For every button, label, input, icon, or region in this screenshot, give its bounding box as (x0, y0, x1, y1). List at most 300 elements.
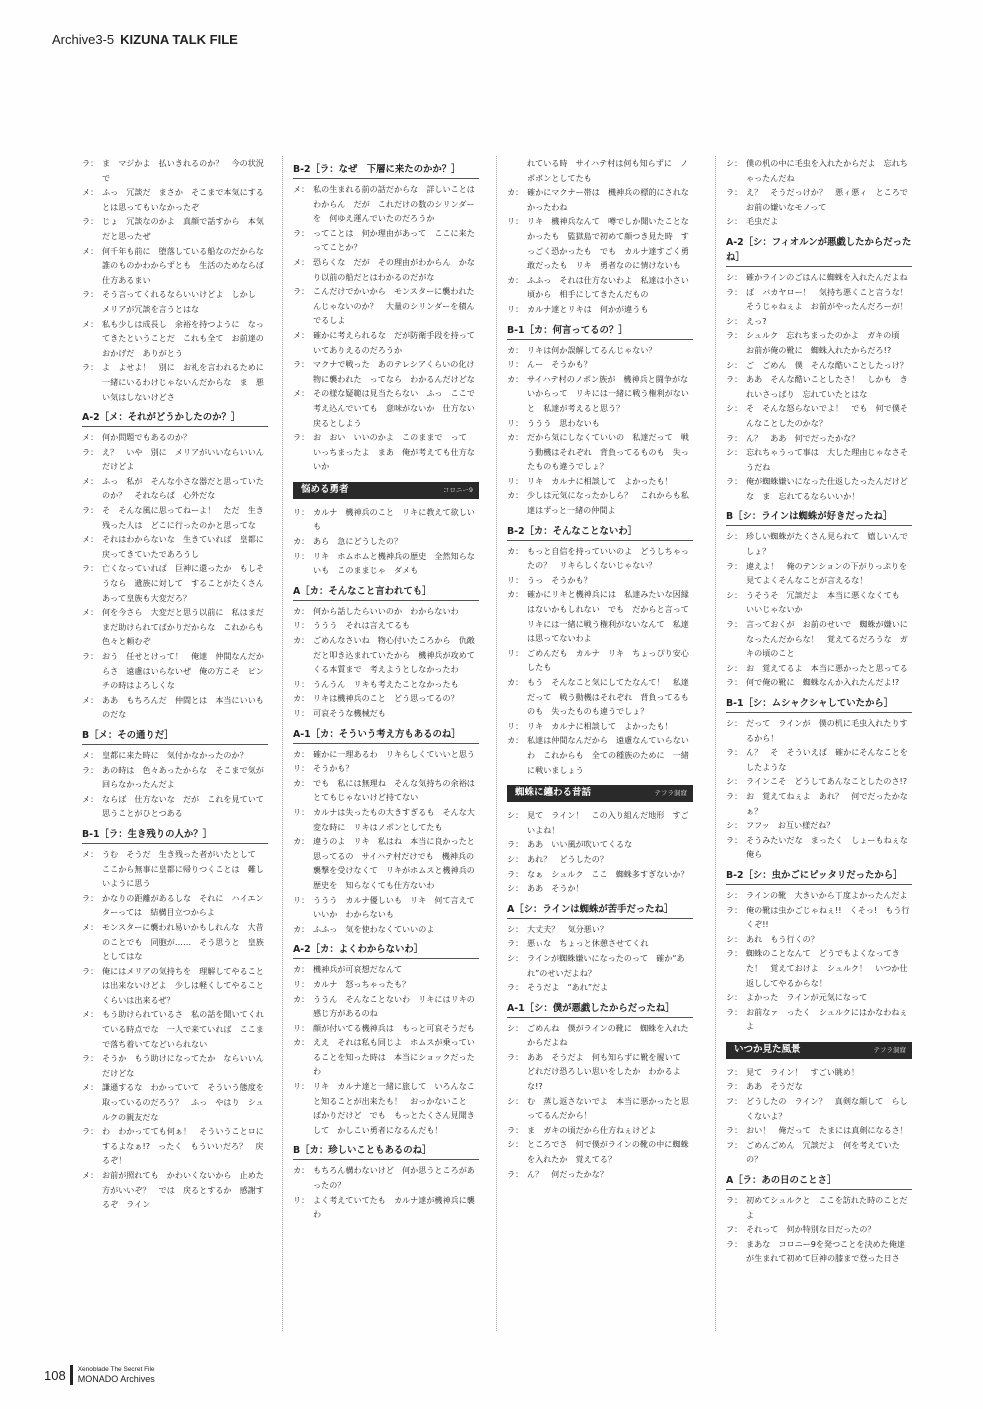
dialogue-text: マクナで戦った あのテレシアくらいの化け物に襲われた ってなら わかるんだけどな (313, 359, 475, 384)
dialogue-text: 僕の机の中に毛虫を入れたからだよ 忘れちゃったんだね (746, 158, 908, 183)
footer-book-subtitle: MONADO Archives (77, 1374, 155, 1384)
dialogue-line (82, 1168, 268, 1212)
speaker-tag: メ： (82, 921, 99, 932)
dialogue-text: サイハテ村のノポン族が 機神兵と闘争がないからって リキには一緒に戦う権利がないと 私達が考えると思う？ (527, 373, 689, 413)
speaker-tag: ラ： (726, 560, 743, 571)
speaker-tag: リ： (507, 359, 524, 370)
dialogue-text: 亡くなっていれば 巨神に還ったか もしそうなら 遺族に対して することがたくさんあって皇族も大変だろ？ (102, 563, 264, 603)
speaker-tag: カ： (293, 605, 310, 616)
speaker-tag: カ： (507, 187, 524, 198)
dialogue-text: カルナ 機神兵のこと リキに教えて欲しいも (313, 506, 475, 532)
dialogue-text: ふふっ 気を使わなくていいのよ (313, 923, 435, 934)
dialogue-text: ああ そうだな (746, 1081, 803, 1092)
dialogue-line (82, 763, 268, 792)
talk-title: いつか見た風景 (734, 1044, 801, 1056)
dialogue-text: 何から話したらいいのか わからないわ (313, 605, 459, 616)
speaker-tag: ラ： (82, 965, 99, 976)
speaker-tag: カ： (293, 993, 310, 1004)
dialogue-line (293, 534, 479, 549)
dialogue-text: ううう カルナ優しいも リキ 何て言えていいか わからないも (313, 894, 475, 920)
dialogue-line (293, 922, 479, 937)
dialogue-text: ええ それは私も同じよ ホムスが乗っていることを知った時は 本当にショックだったわ (313, 1037, 475, 1077)
dialogue-line (293, 677, 479, 692)
speaker-tag: ラ： (726, 904, 743, 915)
dialogue-text: ふふっ それは仕方ないわよ 私達は小さい頃から 相手にしてきたんだもの (527, 274, 689, 300)
dialogue-line (726, 529, 912, 558)
speaker-tag: ラ： (726, 619, 743, 630)
speaker-tag: ラ： (82, 764, 99, 775)
choice-heading: A［カ：そんなこと言われても］ (293, 584, 479, 601)
footer-bar (70, 1365, 73, 1385)
dialogue-text: 何を今さら 大変だと思う以前に 私はまだまだ助けられてばかりだからな これからも 色々と頼むぞ (102, 607, 272, 647)
speaker-tag: シ： (726, 820, 743, 831)
speaker-tag: シ： (507, 952, 524, 963)
speaker-tag: リ： (293, 550, 310, 561)
dialogue-line (726, 789, 912, 818)
dialogue-line (726, 328, 912, 357)
dialogue-text: ふっ 冗談だ まさか そこまで本気にするとは思ってもいなかったぞ (102, 187, 264, 212)
speaker-tag: カ： (293, 1165, 310, 1176)
speaker-tag: カ： (293, 635, 310, 646)
dialogue-line (293, 834, 479, 892)
speaker-tag: カ： (507, 735, 524, 746)
speaker-tag: ラ： (507, 839, 524, 850)
dialogue-line (82, 748, 268, 763)
speaker-tag: リ： (293, 678, 310, 689)
speaker-tag: ラ： (82, 563, 99, 574)
dialogue-line (293, 182, 479, 226)
dialogue-text: 確かにマクナー帯は 機神兵の標的にされなかったわね (527, 187, 689, 212)
dialogue-text: ああ もちろんだ 仲間とは 本当にいいものだな (102, 694, 264, 720)
speaker-tag: ラ： (507, 1168, 524, 1179)
dialogue-text: あの時は 色々あったからな そこまで気が回らなかったんだよ (102, 764, 264, 790)
talk-title-bar (726, 1042, 912, 1059)
dialogue-line (293, 761, 479, 776)
dialogue-text: そうみたいだな まったく しょーもねぇな 俺ら (746, 834, 916, 860)
header-title: KIZUNA TALK FILE (120, 32, 238, 47)
dialogue-line (293, 633, 479, 677)
choice-heading: A［シ：ラインは蜘蛛が苦手だったね］ (507, 902, 693, 919)
dialogue-text: そ そんな怒らないでよ！ でも 何で僕そんなことしたのかな？ (746, 403, 908, 428)
talk-location: コロニー9 (442, 486, 473, 495)
speaker-tag: シ： (726, 992, 743, 1003)
speaker-tag: シ： (507, 810, 524, 821)
speaker-tag: ラ： (726, 677, 743, 688)
speaker-tag: リ： (293, 506, 310, 517)
dialogue-line (82, 532, 268, 561)
choice-heading: B-1［カ：何言ってるの？］ (507, 323, 693, 340)
talk-location: テフラ洞窟 (654, 789, 687, 798)
dialogue-text: ああ いい風が吹いてくるな (527, 839, 633, 850)
dialogue-line (507, 867, 693, 882)
dialogue-text: どうしたの ライン？ 真剣な顔して らしくないよ？ (746, 1096, 908, 1121)
dialogue-text: 謙遜するな わかっていて そういう態度を取っているのだろう？ ふっ やはり シュルクの親友だな (102, 1082, 264, 1122)
dialogue-line (293, 618, 479, 633)
speaker-tag: メ： (82, 1082, 99, 1093)
speaker-tag: シ： (726, 776, 743, 787)
speaker-tag: メ： (82, 694, 99, 705)
dialogue-text: じょ 冗談なのかよ 真顔で話すから 本気だと思ったぜ (102, 216, 264, 241)
speaker-tag: メ： (82, 607, 99, 618)
dialogue-text: その様な疑範は見当たらない ふっ ここで考え込んでいても 意味がないか 仕方ない 戻るとしよう (313, 388, 483, 428)
dialogue-line (726, 1065, 912, 1080)
speaker-tag: ラ： (82, 289, 99, 300)
speaker-tag: ラ： (507, 982, 524, 993)
dialogue-text: もっと自信を持っていいのよ どうしちゃったの？ リキらしくないじゃない？ (527, 545, 689, 571)
dialogue-line (507, 357, 693, 372)
dialogue-text: リキ ホムホムと機神兵の歴史 全然知らないも このままじゃ ダメも (313, 550, 475, 576)
dialogue-line (726, 818, 912, 833)
dialogue-line (726, 1079, 912, 1094)
speaker-tag: ラ： (82, 651, 99, 661)
dialogue-text: 毛虫だよ (746, 216, 779, 227)
dialogue-line (507, 1137, 693, 1166)
speaker-tag: メ： (293, 256, 310, 267)
dialogue-line (507, 719, 693, 734)
dialogue-text: そうか もう助けになってたか ならいいんだけどな (102, 1053, 264, 1078)
dialogue-text: うむ そうだ 生き残った者がいたとして ここから無事に皇都に帰りつくことは 難しいように思う (102, 848, 264, 889)
speaker-tag: ラ： (726, 790, 743, 801)
dialogue-line (507, 302, 693, 317)
dialogue-text: モンスターに襲われ易いかもしれんな 大昔のことでも 同胞が…… そう思うと 皇族としてはな (102, 921, 264, 962)
dialogue-text: おう 任せとけって！ 俺達 仲間なんだからさ 遠慮はいらないぜ 俺の方こそ ピンチの時はよろしくな (102, 651, 264, 691)
speaker-tag: ラ： (726, 286, 743, 297)
dialogue-line (293, 255, 479, 284)
archive-label: Archive3-5 (52, 32, 115, 47)
dialogue-text: リキは機神兵のこと どう思ってるの？ (313, 693, 459, 704)
dialogue-line (293, 505, 479, 534)
dialogue-text: よかった ラインが元気になって (746, 992, 868, 1003)
talk-title: 蜘蛛に纏わる昔話 (515, 787, 592, 799)
dialogue-line (507, 372, 693, 416)
speaker-tag: ラ： (507, 1051, 524, 1062)
speaker-tag: シ： (726, 718, 743, 728)
dialogue-line (293, 357, 479, 386)
speaker-tag: ラ： (82, 892, 99, 903)
choice-heading: B［カ：珍しいこともあるのね］ (293, 1143, 479, 1160)
dialogue-text: お前が照れても かわいくないから 止めた方がいいぞ？ では 戻るとするか 感謝するぞ ライン (102, 1170, 264, 1210)
speaker-tag: リ： (293, 806, 310, 817)
dialogue-text: 俺にはメリアの気持ちを 理解してやることは出来ないけどよ 少しは軽くしてやることくらいは出来るぜ？ (102, 965, 264, 1005)
speaker-tag: シ： (726, 933, 743, 944)
talk-title-bar (293, 482, 479, 499)
choice-heading: B-2［ラ：なぜ 下層に来たのかか？］ (293, 162, 479, 179)
speaker-tag: メ： (82, 848, 99, 859)
dialogue-line (726, 214, 912, 229)
speaker-tag: ラ： (726, 1006, 743, 1017)
speaker-tag: カ： (293, 1037, 310, 1048)
dialogue-text: カルナは失ったもの大きすぎるも そんな大変な時に リキはノポンとしてたも (313, 806, 475, 832)
dialogue-text: ま ガキの頃だから仕方ねぇけどよ (527, 1124, 657, 1135)
column-divider (496, 156, 497, 1331)
dialogue-line (82, 445, 268, 474)
choice-heading: B［メ：その通りだ］ (82, 728, 268, 745)
dialogue-text: 忘れちゃうって事は 大した理由じゃなさそうだね (746, 447, 908, 472)
speaker-tag: リ： (507, 303, 524, 314)
dialogue-text: 確かに考えられるな だが防衛手段を持っていてありえるのだろうか (313, 329, 475, 355)
dialogue-text: ん？ ああ 何でだったかな？ (746, 432, 860, 443)
dialogue-text: えっ? (746, 315, 767, 326)
dialogue-line (726, 903, 912, 932)
talk-location: テフラ洞窟 (873, 1046, 906, 1055)
choice-heading: A-1［カ：そういう考え方もあるのね］ (293, 727, 479, 744)
dialogue-text: 皇都に来た時に 気付かなかったのか？ (102, 749, 248, 760)
speaker-tag: ラ： (293, 286, 310, 297)
dialogue-text: ん？ 何だったかな？ (527, 1168, 608, 1179)
dialogue-line (293, 604, 479, 619)
speaker-tag: ラ： (82, 362, 99, 373)
column-1 (82, 156, 272, 1212)
dialogue-line (726, 1094, 912, 1123)
column-4 (726, 156, 916, 1266)
talk-title: 悩める勇者 (301, 484, 349, 496)
dialogue-line (293, 1035, 479, 1079)
dialogue-line (726, 1222, 912, 1237)
speaker-tag: カ： (507, 545, 524, 556)
dialogue-text: だって ラインが 僕の机に毛虫入れたりするから！ (746, 718, 908, 743)
dialogue-line (293, 226, 479, 255)
dialogue-line (82, 185, 268, 214)
dialogue-text: んー そうかも？ (527, 359, 592, 370)
dialogue-text: ごめんなさいね 物心付いたころから 仇敵だと叩き込まれていたから 機神兵が攻めてくる本質まで 考えようとしなかったわ (313, 635, 475, 675)
choice-heading: B-1［ラ：生き残りの人か？］ (82, 827, 268, 844)
dialogue-text: よ よせよ！ 別に お礼を言われるために 一緒にいるわけじゃないんだからな ま 悪い気はしないけどさ (102, 362, 272, 402)
speaker-tag: カ： (293, 836, 310, 847)
dialogue-line (507, 936, 693, 951)
dialogue-line (82, 1080, 268, 1124)
dialogue-text: 違えよ！ 俺のテンションの下がりっぷりを見てよくそんなことが言えるな！ (746, 560, 908, 586)
dialogue-line (507, 852, 693, 867)
column-divider (715, 156, 716, 1331)
speaker-tag: メ： (82, 749, 99, 760)
dialogue-text: 何千年も前に 堕落している船なのだからな 誰のものかわからずとも 生活のためならば仕方あるまい (102, 245, 272, 285)
dialogue-text: 私も少しは成長し 余裕を持つように なってきたということだ これも全て お前達のおかげだ ありがとう (102, 318, 264, 358)
choice-heading: A-1［シ：僕が悪戯したからだったね］ (507, 1001, 693, 1018)
speaker-tag: リ： (507, 475, 524, 486)
dialogue-line (293, 893, 479, 922)
dialogue-line (726, 661, 912, 676)
dialogue-text: もちろん構わないけど 何か思うところがあったの？ (313, 1165, 475, 1191)
dialogue-text: ああ そうだよ 何も知らずに靴を履いて どれだけ恐ろしい思いをしたか わかるよな!? (527, 1051, 689, 1092)
speaker-tag: ラ： (726, 432, 743, 443)
dialogue-line (293, 284, 479, 328)
dialogue-line (726, 946, 912, 990)
dialogue-line (507, 573, 693, 588)
dialogue-text: ごめんね 僕がラインの靴に 蜘蛛を入れたからだよね (527, 1022, 689, 1048)
dialogue-text: そ そんな風に思ってねーよ！ ただ 生き残った人は どこに行ったのかと思ってな (102, 505, 264, 530)
dialogue-line (726, 156, 912, 185)
speaker-tag: ラ： (82, 158, 99, 168)
dialogue-text: 俺の靴は虫かごじゃねぇ!! くそっ! もう行くぞ!! (746, 904, 910, 930)
speaker-tag: フ： (726, 1066, 743, 1077)
dialogue-line (507, 474, 693, 489)
speaker-tag: カ： (293, 777, 310, 788)
dialogue-text: もう助けられているさ 私の話を聞いてくれている時点でな 一人で来ていれば ここまで落ち着いてなどいられない (102, 1009, 264, 1049)
dialogue-line (293, 962, 479, 977)
speaker-tag: シ： (726, 447, 743, 458)
choice-heading: A-2［シ：フィオルンが悪戯したからだったね］ (726, 235, 912, 267)
dialogue-text: ラインこそ どうしてあんなことしたのさ!? (746, 776, 908, 787)
speaker-tag: リ： (507, 216, 524, 227)
dialogue-line (507, 273, 693, 302)
dialogue-text: 蜘蛛のことなんて どうでもよくなってきた！ 覚えておけよ シュルク！ いつか仕返ししてやるからな！ (746, 948, 908, 988)
dialogue-text: む 蒸し返さないでよ 本当に悪かったと思ってるんだから！ (527, 1095, 689, 1121)
dialogue-line (82, 1051, 268, 1080)
dialogue-line (293, 1079, 479, 1137)
dialogue-line (726, 745, 912, 774)
speaker-tag: メ： (82, 245, 99, 256)
dialogue-line (726, 445, 912, 474)
speaker-tag: カ： (293, 693, 310, 704)
column-divider (282, 156, 283, 1331)
speaker-tag: メ： (82, 187, 99, 198)
speaker-tag: ラ： (82, 216, 99, 227)
dialogue-text: ってことは 何か理由があって ここに来たってことか？ (313, 227, 475, 253)
dialogue-line (507, 881, 693, 896)
speaker-tag: シ： (726, 271, 743, 282)
dialogue-text: カルナ 怒っちゃったも？ (313, 978, 411, 989)
dialogue-line (507, 343, 693, 358)
dialogue-line (726, 833, 916, 862)
footer-book-title: Xenoblade The Secret File (77, 1366, 155, 1373)
dialogue-line (507, 488, 693, 517)
speaker-tag: メ： (293, 329, 310, 340)
dialogue-line (82, 503, 268, 532)
choice-heading: A-2［カ：よくわからないわ］ (293, 942, 479, 959)
dialogue-line (507, 733, 693, 777)
dialogue-text: もう そんなこと気にしてたなんて！ 私達だって 戦う動機はそれぞれ 背負ってるものも 失ったものも違うでしょ？ (527, 677, 689, 717)
dialogue-text: れている時 サイハテ村は何も知らずに ノポボンとしてたも (527, 158, 689, 183)
dialogue-text: リキ カルナに相談して よかったも！ (527, 475, 673, 486)
speaker-tag: メ： (82, 793, 99, 804)
speaker-tag: ラ： (726, 1195, 743, 1206)
speaker-tag: ラ： (726, 330, 743, 341)
dialogue-text: わ わかってても何ぁ！ そういうことロにするよなぁ!? ったく もういいだろ？ 戻るぞ！ (102, 1126, 264, 1166)
dialogue-line (726, 1193, 912, 1222)
dialogue-text: 可哀そうな機械だも (313, 708, 386, 718)
speaker-tag: シ： (726, 589, 743, 600)
dialogue-text: ごめんごめん 冗談だよ 何を考えていたの？ (746, 1139, 900, 1165)
dialogue-text: 確かにリキと機神兵には 私達みたいな因縁はないかもしれない でも だからと言って リキには一緒に戦う権利がないなんて 私達は思ってないわよ (527, 589, 697, 644)
dialogue-text: 恐らくな だが その理由がわからん かなり以前の船だとはわかるのだがな (313, 256, 475, 282)
speaker-tag: ラ： (726, 374, 743, 385)
dialogue-line (726, 559, 912, 588)
speaker-tag: ラ： (726, 187, 743, 198)
dialogue-text: ううう 思わないも (527, 417, 600, 428)
dialogue-text: シュルク 忘れちまったのかよ ガキの頃 お前が俺の靴に 蜘蛛入れたからだろ!? (746, 330, 908, 355)
dialogue-line (82, 287, 268, 316)
dialogue-text: 珍しい蜘蛛がたくさん見られて 嬉しいんでしょ？ (746, 531, 908, 557)
dialogue-line (726, 716, 912, 745)
speaker-tag: メ： (82, 1009, 99, 1020)
dialogue-line (293, 1163, 479, 1192)
dialogue-text: リキは何か誤解してるんじゃない？ (527, 344, 657, 355)
speaker-tag: カ： (507, 274, 524, 285)
speaker-tag: カ： (507, 490, 524, 501)
dialogue-line (726, 675, 912, 690)
dialogue-line (507, 430, 693, 474)
dialogue-line (726, 270, 912, 285)
dialogue-text: そう言ってくれるならいいけどよ しかし メリアが冗談を言うとはな (102, 289, 264, 314)
dialogue-line (507, 1094, 693, 1123)
speaker-tag: ラ： (293, 432, 310, 443)
dialogue-text: リキ カルナ達と一緒に旅して いろんなこと知ることが出来たも！ おっかないこと ばかりだけど でも もっとたくさん見聞きして かしこい勇者になるんだも！ (313, 1081, 475, 1135)
dialogue-line (726, 888, 912, 903)
dialogue-line (726, 932, 912, 947)
dialogue-line (82, 693, 268, 722)
speaker-tag: ラ： (82, 1126, 99, 1137)
dialogue-line (726, 774, 912, 789)
dialogue-text: リキ カルナに相談して よかったも！ (527, 720, 673, 731)
dialogue-line (507, 646, 693, 675)
column-3 (507, 156, 697, 1181)
dialogue-line (507, 922, 693, 937)
dialogue-text: え？ そうだっけか？ 悪ィ悪ィ ところで お前の嫌いなモノって (746, 187, 916, 212)
dialogue-text: 言っておくが お前のせいで 蜘蛛が嫌いになったんだからな！ 覚えてるだろうな ガキの頃のこと (746, 619, 908, 659)
dialogue-line (726, 617, 912, 661)
speaker-tag: ラ： (293, 227, 310, 238)
dialogue-line (293, 992, 483, 1021)
speaker-tag: シ： (726, 216, 743, 227)
dialogue-text: よく考えていてたも カルナ達が機神兵に襲わ (313, 1194, 475, 1220)
dialogue-text: ああ そうか！ (527, 883, 584, 894)
speaker-tag: カ： (507, 373, 524, 384)
dialogue-text: うんうん リキも考えたことなかったも (313, 678, 459, 689)
speaker-tag: シ： (507, 853, 524, 864)
dialogue-line (82, 156, 268, 185)
dialogue-text: かなりの距離があるしな それに ハイエンターっては 結構目立つからよ (102, 892, 264, 918)
dialogue-text: あら 急にどうしたの？ (313, 536, 403, 547)
speaker-tag: シ： (507, 1022, 524, 1033)
dialogue-text: ところでさ 何で僕がラインの靴の中に蜘蛛を入れたか 覚えてる？ (527, 1139, 689, 1165)
dialogue-text: ん？ そ そういえば 確かにそんなことをしたような (746, 747, 908, 772)
page-footer (44, 1365, 155, 1385)
dialogue-text: まあな コロニー9を発つことを決めた俺達が生まれて初めて巨神の膝まで登った日さ (746, 1238, 905, 1264)
choice-heading: A［ラ：あの日のことさ］ (726, 1173, 912, 1190)
speaker-tag: メ： (293, 184, 310, 194)
dialogue-line (726, 588, 912, 617)
dialogue-text: フフッ お互い様だね？ (746, 820, 835, 831)
choice-heading: B-2［シ：虫かごにピッタリだったから］ (726, 868, 912, 885)
speaker-tag: ラ： (293, 359, 310, 370)
dialogue-line (293, 805, 479, 834)
dialogue-line (82, 847, 268, 891)
dialogue-line (507, 544, 693, 573)
speaker-tag: ラ： (507, 1124, 524, 1135)
dialogue-line (726, 1123, 912, 1138)
choice-heading: B-1［シ：ムシャクシャしていたから］ (726, 696, 912, 713)
dialogue-text: うっ そうかも？ (527, 574, 592, 585)
page-header (52, 32, 238, 48)
speaker-tag: メ： (293, 388, 310, 399)
dialogue-line (293, 328, 479, 357)
choice-heading: B-2［カ：そんなことないわ］ (507, 524, 693, 541)
dialogue-text: 私達は仲間なんだから 遠慮なんていらないわ これからも 全ての種族のために 一緒に戦いましょう (527, 735, 689, 775)
dialogue-text: ううん そんなことないわ リキにはリキの 感じ方があるのね (313, 993, 483, 1019)
dialogue-text: お 覚えてねぇよ あれ？ 何でだったかなぁ？ (746, 790, 908, 816)
speaker-tag: フ： (726, 1139, 743, 1150)
dialogue-line (293, 747, 479, 762)
page-number: 108 (44, 1367, 66, 1383)
speaker-tag: カ： (293, 964, 310, 975)
dialogue-text: ふっ 私が そんな小さな器だと思っていたのか？ それならば 心外だな (102, 475, 264, 501)
dialogue-text: 何か問題でもあるのか？ (102, 432, 192, 443)
dialogue-text: ば バカヤロー！ 気持ち悪くこと言うな！ そうじゃねぇよ お前がやったんだろーが！ (746, 286, 916, 312)
speaker-tag: ラ： (507, 938, 524, 949)
dialogue-text: そうだよ “あれ”だよ (527, 982, 609, 993)
speaker-tag: シ： (726, 403, 743, 414)
dialogue-line (293, 706, 479, 721)
